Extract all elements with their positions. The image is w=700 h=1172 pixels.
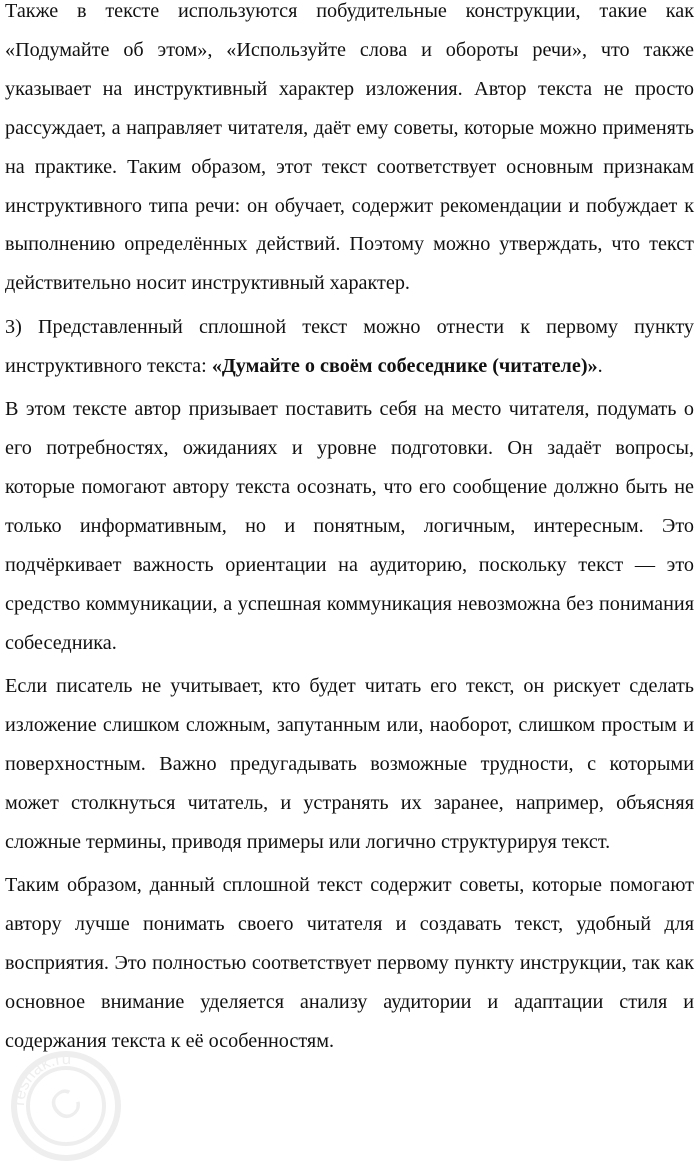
paragraph-author-intent: В этом тексте автор призывает поставить себя на место читателя, подумать о его потребностях, ожиданиях и уровне подготовки. Он задаёт вопросы, которые помогают автору текста осознать, что его сообщение должно быть не только информативным, но и понятным, логичным, интересным. Это подчёркивает важность ориентации на аудиторию, поскольку текст — это средство коммуникации, а успешная коммуникация невозможна без понимания собеседника. bbox=[5, 398, 694, 654]
paragraph-writer-risk: Если писатель не учитывает, кто будет читать его текст, он рискует сделать изложение слишком сложным, запутанным или, наоборот, слишком простым и поверхностным. Важно предугадывать возможные трудности, с которыми может столкнуться читатель, и устранять их заранее, например, объясняя сложные термины, приводя примеры или логично структурируя текст. bbox=[5, 674, 694, 853]
svg-text:C: C bbox=[40, 1078, 91, 1132]
paragraph-conclusion: Таким образом, данный сплошной текст содержит советы, которые помогают автору лучше понимать своего читателя и создавать текст, удобный для восприятия. Это полностью соответствует первому пункту инструкции, так как основное внимание уделяется анализу аудитории и адаптации стиля и содержания текста к её особенностям. bbox=[5, 873, 694, 1052]
bold-quote: «Думайте о своём собеседнике (читателе)» bbox=[211, 354, 598, 377]
watermark-text: reshak.ru bbox=[8, 1048, 72, 1107]
paragraph-item-3-prefix: 3) Представленный сплошной текст можно отнести к первому пункту инструктивного текста: bbox=[5, 315, 694, 377]
paragraph-item-3 bbox=[5, 308, 694, 386]
paragraph-item-3-suffix: . bbox=[597, 354, 603, 377]
paragraph-instructive-features: Также в тексте используются побудительные конструкции, такие как «Подумайте об этом», «Используйте слова и обороты речи», что также указывает на инструктивный характер изложения. Автор текста не просто рассуждает, а направляет читателя, даёт ему советы, которые можно применять на практике. Таким образом, этот текст соответствует основным признакам инструктивного типа речи: он обучает, содержит рекомендации и побуждает к выполнению определённых действий. Поэтому можно утверждать, что текст действительно носит инструктивный характер. bbox=[5, 0, 694, 295]
